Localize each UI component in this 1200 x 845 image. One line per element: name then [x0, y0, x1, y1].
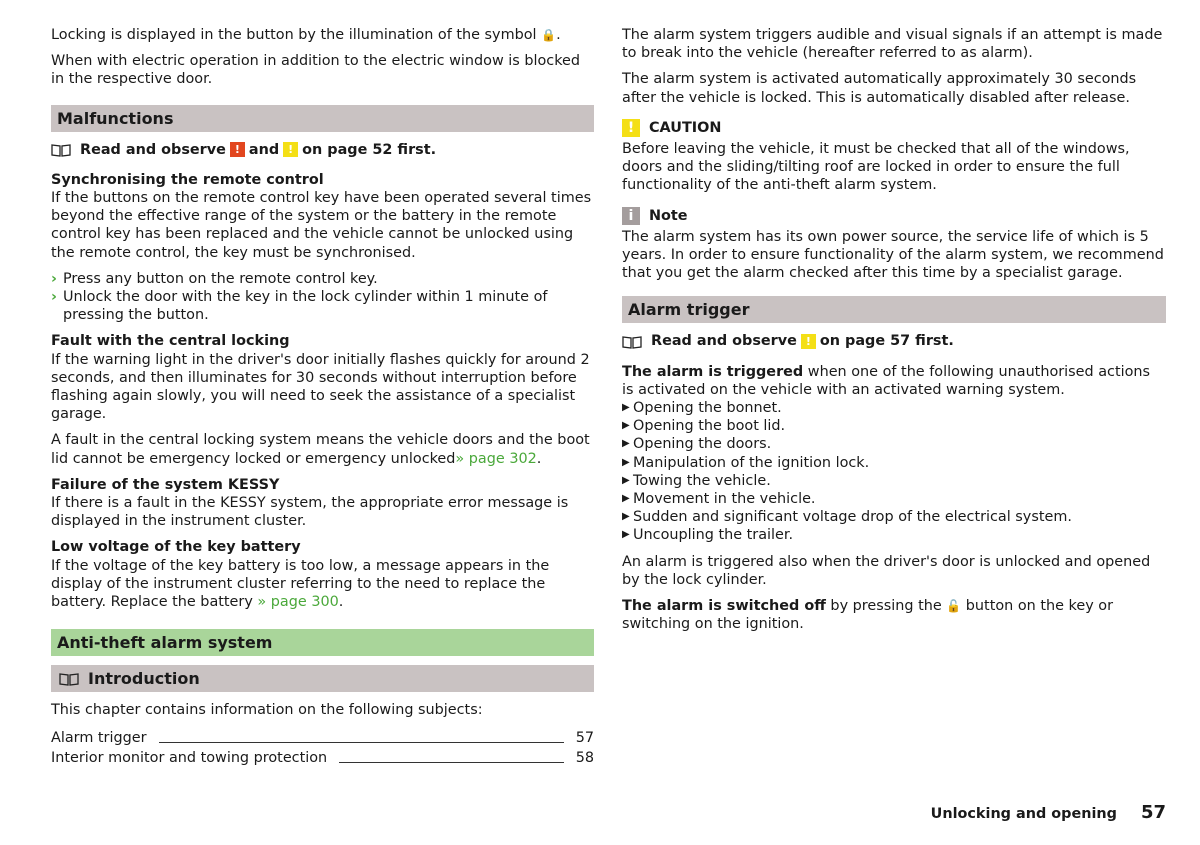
lock-icon: 🔒: [541, 28, 557, 42]
alarm-trigger-heading: Alarm trigger: [622, 296, 1166, 323]
page-number: 57: [1140, 802, 1166, 823]
caution-header: ! CAUTION: [622, 119, 1166, 137]
list-item: ▶ Towing the vehicle.: [622, 472, 771, 489]
list-item: ▶ Sudden and significant voltage drop of the electrical system.: [622, 509, 1072, 526]
warning-yellow-icon: !: [283, 142, 298, 157]
antitheft-heading: Anti-theft alarm system: [51, 629, 594, 656]
alarm-intro-text: The alarm system triggers audible and visual signals if an attempt is made to break into the vehicle (hereafter referred to as alarm).: [622, 27, 1163, 62]
toc-entry[interactable]: Alarm trigger 57: [51, 730, 594, 747]
footer-section-title: Unlocking and opening: [930, 806, 1117, 822]
step-item: › Unlock the door with the key in the lock cylinder within 1 minute of pressing the button.: [51, 289, 548, 324]
caution-icon: !: [622, 119, 640, 137]
arrow-icon: ›: [51, 270, 57, 287]
warning-yellow-icon: !: [801, 334, 816, 349]
alarm-triggered-text: The alarm is triggered when one of the following unauthorised actions is activated on the vehicle with an activated warning system.: [622, 363, 1151, 398]
list-item: ▶ Opening the boot lid.: [622, 418, 786, 435]
note-icon: i: [622, 207, 640, 225]
page-link[interactable]: » page 302: [455, 450, 537, 467]
fault2-text: A fault in the central locking system means the vehicle doors and the boot lid cannot be emergency locked or emergency unlocked» page 302.: [51, 432, 590, 467]
book-icon: [59, 672, 79, 686]
list-item: ▶ Manipulation of the ignition lock.: [622, 454, 870, 471]
page-footer: [931, 804, 1166, 823]
read-observe-line: Read and observe ! and ! on page 52 first.: [51, 141, 594, 159]
right-column: [622, 26, 1166, 641]
malfunctions-heading: Malfunctions: [51, 105, 594, 132]
introduction-heading: Introduction: [51, 665, 594, 692]
book-icon: [622, 335, 642, 349]
toc-entry[interactable]: Interior monitor and towing protection 58: [51, 750, 594, 767]
list-item: ▶ Uncoupling the trailer.: [622, 527, 794, 544]
fault-text: If the warning light in the driver's door initially flashes quickly for around 2 seconds, and then illuminates for 30 seconds without interruption before flashing again slowly, you will need to seek the assistance of a specialist garage.: [51, 351, 590, 423]
toc-leader: [339, 762, 564, 763]
alarm-activation-text: The alarm system is activated automatically approximately 30 seconds after the vehicle is locked. This is automatically disabled after release.: [622, 71, 1137, 106]
sync-text: If the buttons on the remote control key have been operated several times beyond the effective range of the system or the battery in the remote control key has been replaced and the vehicle cannot be unlocked using the remote control, the key must be synchronised.: [51, 190, 592, 261]
kessy-title: Failure of the system KESSY: [51, 476, 280, 493]
note-header: i Note: [622, 207, 1166, 225]
book-icon: [51, 143, 71, 157]
fault-title: Fault with the central locking: [51, 333, 290, 350]
warning-red-icon: !: [230, 142, 245, 157]
toc-leader: [159, 742, 564, 743]
battery-text: If the voltage of the key battery is too low, a message appears in the display of the instrument cluster referring to the need to replace the battery. Replace the battery » page 300.: [51, 557, 550, 611]
list-item: ▶ Opening the doors.: [622, 436, 772, 453]
alarm-also-text: An alarm is triggered also when the driver's door is unlocked and opened by the lock cylinder.: [622, 553, 1151, 588]
read-observe-line: Read and observe ! on page 57 first.: [622, 332, 1166, 350]
electric-window-paragraph: When with electric operation in addition to the electric window is blocked in the respective door.: [51, 53, 581, 88]
left-column: [51, 26, 594, 767]
intro-text: This chapter contains information on the following subjects:: [51, 702, 483, 719]
unlock-icon: 🔓: [946, 599, 962, 614]
kessy-text: If there is a fault in the KESSY system, the appropriate error message is displayed in the instrument cluster.: [51, 495, 569, 530]
step-item: › Press any button on the remote control key.: [51, 270, 378, 287]
caution-text: Before leaving the vehicle, it must be checked that all of the windows, doors and the sliding/tilting roof are locked in order to ensure the full functionality of the anti-theft alarm system.: [622, 141, 1130, 194]
trigger-list: [622, 399, 1166, 545]
battery-title: Low voltage of the key battery: [51, 539, 301, 556]
sync-title: Synchronising the remote control: [51, 171, 324, 188]
note-text: The alarm system has its own power source, the service life of which is 5 years. In order to ensure functionality of the alarm system, we recommend that you get the alarm checked after this time by a specialist garage.: [622, 228, 1164, 282]
locking-paragraph: Locking is displayed in the button by the illumination of the symbol 🔒.: [51, 27, 561, 43]
arrow-icon: ›: [51, 289, 57, 306]
list-item: ▶ Opening the bonnet.: [622, 400, 782, 417]
alarm-off-text: The alarm is switched off by pressing the 🔓 button on the key or switching on the ignition.: [622, 598, 1114, 633]
list-item: ▶ Movement in the vehicle.: [622, 491, 816, 508]
page-link[interactable]: » page 300: [257, 594, 339, 611]
